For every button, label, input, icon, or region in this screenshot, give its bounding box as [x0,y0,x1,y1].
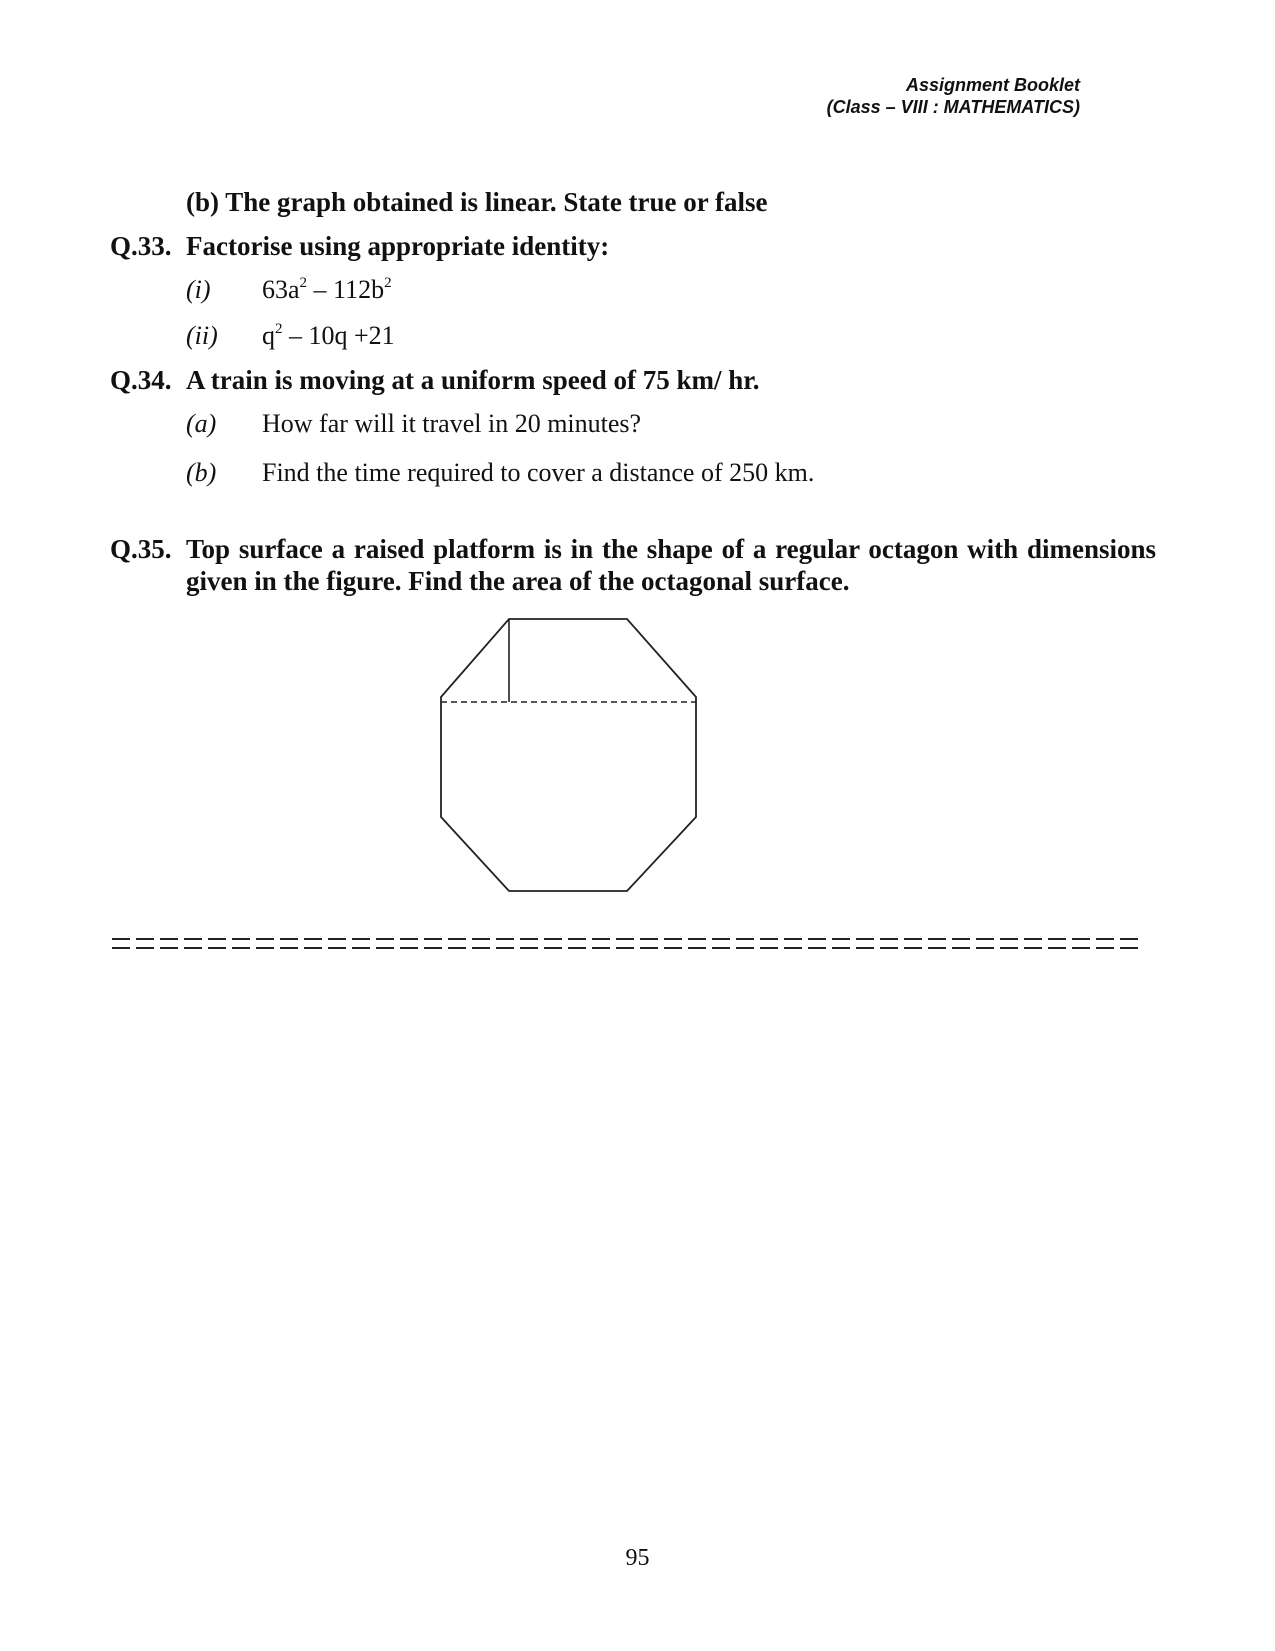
octagon-outline [441,619,696,891]
question-34-prompt: A train is moving at a uniform speed of 75 km/ hr. [186,365,760,395]
q34-item-a-label: (a) [186,409,217,438]
q34-item-b-label: (b) [186,458,217,487]
question-35-line-1: Top surface a raised platform is in the shape of a regular octagon with dimensions [186,534,1156,564]
page-header [827,74,1080,118]
q33-item-i-label: (i) [186,275,211,304]
q33-item-ii-expression: $q^2 - 10q +21$ [262,321,395,350]
question-35-prompt [186,533,1156,597]
question-35-number: Q.35. [110,534,172,564]
question-34-number: Q.34. [110,365,172,395]
section-separator [112,938,1140,949]
q34-item-a-text: How far will it travel in 20 minutes? [262,409,642,438]
q33-item-ii-label: (ii) [186,321,218,350]
booklet-title: Assignment Booklet [905,75,1080,95]
previous-question-part-b: (b) The graph obtained is linear. State true or false [186,187,768,217]
q34-item-b-text: Find the time required to cover a distance of 250 km. [262,458,815,487]
page-number: 95 [625,1545,650,1571]
octagon-figure [440,618,706,892]
question-33-prompt: Factorise using appropriate identity: [186,231,610,261]
booklet-subtitle: (Class – VIII : MATHEMATICS) [826,97,1080,117]
question-35-line-2: given in the figure. Find the area of the octagonal surface. [186,566,850,596]
q33-item-i-expression: $63a^2 - 112b^2$ [262,275,392,304]
question-33-number: Q.33. [110,231,172,261]
